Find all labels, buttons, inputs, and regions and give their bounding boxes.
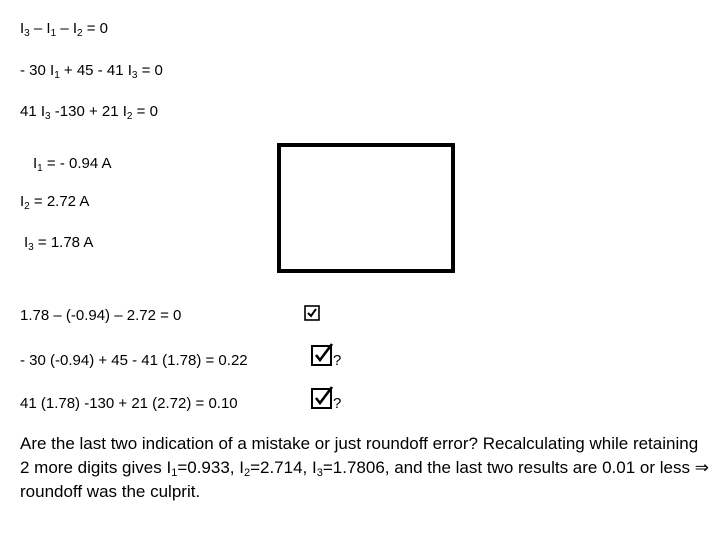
i1-part: = - 0.94 A — [42, 155, 112, 172]
conclusion-text: Are the last two indication of a mistake or just roundoff error? Recalculating while retaining 2 more digits gives I — [20, 434, 699, 477]
checked-box-icon — [304, 305, 320, 321]
question-mark: ? — [333, 395, 342, 412]
i1-part: I — [33, 155, 38, 172]
solution-i3 — [24, 234, 93, 252]
i2-part: = 2.72 A — [29, 193, 90, 210]
eq3-sub: 3 — [45, 111, 51, 122]
check-row-2-text: - 30 (-0.94) + 45 - 41 (1.78) = 0.22 — [20, 352, 248, 369]
implies-arrow-icon: ⇒ — [694, 458, 709, 477]
eq1-part: – I — [29, 20, 51, 37]
eq3-part: = 0 — [132, 103, 158, 120]
conclusion-text: =0.933, I — [177, 458, 244, 477]
i2-sub: 2 — [24, 201, 30, 212]
conclusion-sub: 2 — [243, 467, 251, 479]
highlight-box — [277, 143, 455, 273]
i2-part: I — [20, 193, 25, 210]
solution-i2 — [20, 193, 89, 211]
eq1-part: – I — [56, 20, 78, 37]
eq2-part: + 45 - 41 I — [59, 62, 132, 79]
conclusion-text: =2.714, I — [250, 458, 317, 477]
checked-box-icon — [310, 343, 334, 367]
conclusion-text: =1.7806, and the last two results are 0.01 or less — [322, 458, 695, 477]
eq1-part: = 0 — [82, 20, 109, 37]
eq1-sub: 1 — [50, 28, 57, 39]
question-mark: ? — [333, 352, 342, 369]
equation-kcl — [20, 20, 108, 38]
i3-sub: 3 — [28, 242, 34, 253]
check-row-1-text: 1.78 – (-0.94) – 2.72 = 0 — [20, 307, 182, 324]
eq1-part: I — [20, 20, 25, 37]
equation-loop-2 — [20, 103, 158, 121]
conclusion-sub: 1 — [171, 467, 178, 479]
conclusion-text: roundoff was the culprit. — [20, 482, 201, 501]
check-row-3-text: 41 (1.78) -130 + 21 (2.72) = 0.10 — [20, 395, 238, 412]
conclusion-paragraph — [20, 432, 710, 504]
solution-i1 — [33, 155, 112, 173]
i3-part: = 1.78 A — [33, 234, 94, 251]
eq3-part: 41 I — [20, 103, 46, 120]
equation-loop-1 — [20, 62, 163, 80]
conclusion-sub: 3 — [316, 467, 323, 479]
eq2-part: = 0 — [137, 62, 163, 79]
checked-box-icon — [310, 386, 334, 410]
eq2-sub: 3 — [131, 70, 138, 81]
i3-part: I — [24, 234, 29, 251]
eq1-sub: 3 — [24, 28, 30, 39]
i1-sub: 1 — [37, 163, 43, 174]
eq2-sub: 1 — [54, 70, 60, 81]
eq1-sub: 2 — [77, 28, 83, 39]
eq3-sub: 2 — [126, 111, 133, 122]
eq2-part: - 30 I — [20, 62, 55, 79]
eq3-part: -130 + 21 I — [50, 103, 127, 120]
